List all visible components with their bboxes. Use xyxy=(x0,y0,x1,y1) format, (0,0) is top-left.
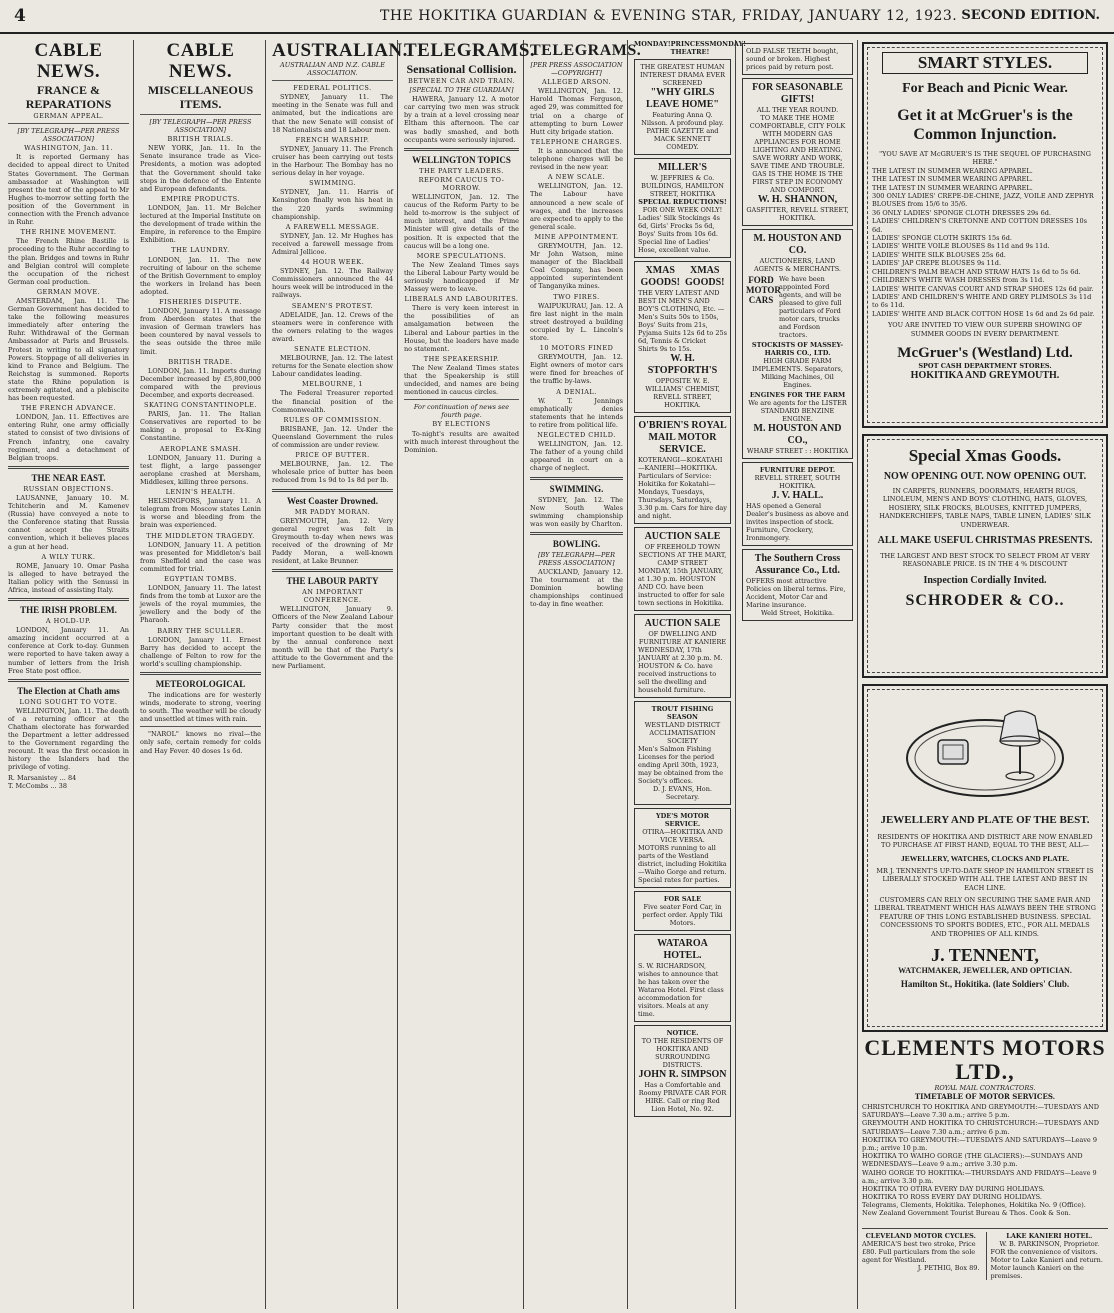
false-teeth-advert xyxy=(742,43,853,75)
trout-fishing-advert xyxy=(634,701,731,805)
advert-text: FOR the convenience of visitors. Motor to Lake Kanieri and return. Motor launch Kanieri on the premises. xyxy=(990,1248,1103,1280)
advert-text: Ladies' Silk Stockings 4s 6d, Girls' Frocks 5s 6d, Boys' Suits from 10s 6d. Special line of Ladies' Hose, excellent value. xyxy=(638,214,720,255)
article-text: WAIPUKURAU, Jan. 12. A fire last night in the main street destroyed a building occupied by L. Lincoln's store. xyxy=(530,301,623,342)
divider xyxy=(8,466,129,469)
article-heading: 44 HOUR WEEK. xyxy=(300,258,365,267)
article-text: LONDON, January 11. An amazing incident occurred at a conference at Cork to-day. Gunmen were reported to have taken away a number of letters from the Irish Free State post office. xyxy=(8,626,129,675)
advert-list-item: 300 ONLY LADIES' CREPE-DE-CHINE, JAZZ, VOILE AND ZEPHYR BLOUSES from 15/6 to 35/6. xyxy=(872,192,1094,209)
tennent-jewellery-advert xyxy=(862,684,1108,1032)
advert-subheading: W. B. PARKINSON, Proprietor. xyxy=(999,1240,1100,1248)
advert-text: RESIDENTS OF HOKITIKA AND DISTRICT ARE NOW ENABLED TO PURCHASE AT FIRST HAND, EQUAL TO THE BEST, ALL— xyxy=(877,833,1093,850)
headline: West Coaster Drowned. xyxy=(287,495,378,506)
advert-heading: O'BRIEN'S ROYAL MAIL MOTOR SERVICE. xyxy=(638,420,727,456)
article-heading: A HOLD-UP. xyxy=(45,617,92,626)
article-heading: FEDERAL POLITICS. xyxy=(293,84,372,93)
timetable-row: HOKITIKA TO OTIRA EVERY DAY DURING HOLIDAYS. xyxy=(862,1185,1045,1194)
divider xyxy=(140,726,261,727)
advert-firm: W. H. STOPFORTH'S xyxy=(647,353,718,377)
headline: TELEGRAMS. xyxy=(530,42,642,59)
advert-text: KOTERANGI—KOKATAHI—KANIERI—HOKITIKA. Particulars of Service: Hokitika for Kokatahi—Mondays, Tuesdays, Thursdays, Saturdays, 3.30 p.m. Cars for hire day and night. xyxy=(638,456,727,521)
headline: THE LABOUR PARTY xyxy=(286,576,379,587)
article-heading: BY ELECTIONS xyxy=(432,420,491,429)
article-text: NEW YORK, Jan. 11. In the Senate insurance trade as Vice-Presidents, a motion was adopted that the Government should take steps in the defence of the Entente and European defendants. xyxy=(140,144,261,193)
advert-list-item: LADIES' WHITE SILK BLOUSES 25s 6d. xyxy=(872,250,1006,259)
article-text: The indications are for westerly winds, moderate to strong, veering to south. The weather will be cloudy and unsettled at times with rain. xyxy=(140,691,261,724)
advert-items-list xyxy=(872,167,1098,318)
article-text: LONDON, January 11. A message from Aberdeen states that the invasion of German trawlers has been countered by naval vessels to the seas outside the three mile limit. xyxy=(140,307,261,356)
advert-subheading: REVELL STREET, SOUTH HOKITIKA. xyxy=(754,474,841,490)
continuation-note: For continuation of news see fourth page. xyxy=(413,403,510,420)
article-heading: A WILY TURK. xyxy=(41,552,96,561)
divider xyxy=(140,672,261,675)
advert-text: WEDNESDAY, 17th JANUARY at 2.30 p.m. M. HOUSTON & Co. have received instructions to sell the dwelling and household furniture. xyxy=(638,646,723,695)
article-text: ROME, January 10. Omar Pasha is alleged to have betrayed the Italian policy with the Senussi in Africa, instead of assisting Italy. xyxy=(8,561,129,594)
divider xyxy=(8,679,129,682)
article-heading: AEROPLANE SMASH. xyxy=(159,444,242,453)
article-heading: SEAMEN'S PROTEST. xyxy=(291,301,374,310)
gas-gifts-advert xyxy=(742,78,853,226)
advert-list-item: THE LATEST IN SUMMER WEARING APPAREL. xyxy=(872,183,1033,192)
advert-headline: SMART STYLES. xyxy=(882,52,1088,74)
advert-signature: Weld Street, Hokitika. xyxy=(760,609,835,617)
column-cable-news-1 xyxy=(4,40,134,1309)
article-heading: LIBERALS AND LABOURITES. xyxy=(404,295,519,304)
advert-signature: D. J. EVANS, Hon. Secretary. xyxy=(653,785,712,802)
advert-firm: McGruer's (Westland) Ltd. xyxy=(897,344,1073,361)
advert-text: OLD FALSE TEETH bought, sound or broken. Highest prices paid by return post. xyxy=(746,47,839,71)
advert-text: THE LARGEST AND BEST STOCK TO SELECT FROM AT VERY REASONABLE PRICE. IS IN THE 4 % DISCOUNT xyxy=(880,552,1090,569)
advert-firm: JOHN R. SIMPSON xyxy=(638,1069,727,1081)
advert-list-item: LADIES' CHILDREN'S CRETONNE AND COTTON DRESSES 10s 6d. xyxy=(872,217,1088,234)
subheadline: MISCELLANEOUS ITEMS. xyxy=(147,83,254,111)
page-number: 4 xyxy=(14,6,26,26)
timetable-list xyxy=(862,1103,1108,1201)
article-text: The New Zealand Times states that the Speakership is still undecided, and names are being mentioned in caucus circles. xyxy=(404,363,519,397)
advert-text: HIGH GRADE FARM IMPLEMENTS. Separators, Milking Machines, Oil Engines. xyxy=(752,357,843,389)
timetable-row: WAIHO GORGE TO HOKITIKA:—THURSDAYS AND FRIDAYS—Leave 9 a.m.; arrive 3.30 p.m. xyxy=(862,1168,1097,1185)
article-text: WELLINGTON, Jan. 12. The Labour have announced a new scale of wages, and the increases are expected to apply to the general scale. xyxy=(530,182,623,231)
advert-list-item: LADIES' AND CHILDREN'S WHITE AND GREY PLIMSOLS 3s 11d to 6s 11d. xyxy=(872,292,1092,310)
theatre-day-right: MONDAY! xyxy=(709,40,746,48)
advert-address: OPPOSITE W. E. WILLIAMS' CHEMIST, REVELL STREET, HOKITIKA. xyxy=(645,377,720,410)
advert-address: HOKITIKA AND GREYMOUTH. xyxy=(910,370,1060,382)
section-label: BETWEEN CAR AND TRAIN. xyxy=(408,77,515,85)
credit-line: [BY TELEGRAPH—PER PRESS ASSOCIATION] xyxy=(149,118,252,135)
advert-text: THE VERY LATEST AND BEST IN MEN'S AND BOY'S CLOTHING, Etc. — Men's Suits 50s to 150s, Boys' Suits from 21s, Pyjama Suits 12s 6d to 25s 6d, Tennis & Cricket Shirts 9s to 15s. xyxy=(638,289,728,354)
advert-firm: M. HOUSTON AND CO. xyxy=(753,233,842,256)
houston-advert xyxy=(742,229,853,459)
article-heading: THE MIDDLETON TRAGEDY. xyxy=(146,531,255,540)
article-text: WELLINGTON, Jan. 11. The death of a returning officer at the Chatham electorate has forwarded the Department a letter addressed to the Government regarding the recount. It was the first occasion in history the Islanders had the privilege of voting. xyxy=(8,706,129,772)
article-text: HAWERA, January 12. A motor car carrying two men was struck by a train at a level crossing near Eltham this afternoon. The car was badly smashed, and both occupants were seriously injured. xyxy=(404,95,519,144)
timetable-row: CHRISTCHURCH TO HOKITIKA AND GREYMOUTH:—TUESDAYS AND SATURDAYS—Leave 7.30 a.m.; arrive 5 p.m. xyxy=(862,1103,1100,1120)
article-heading: BRITISH TRADE. xyxy=(168,357,233,366)
article-heading: MINE APPOINTMENT. xyxy=(534,232,619,241)
advert-lead: "YOU SAVE AT McGRUER'S IS THE SEQUEL OF PURCHASING HERE." xyxy=(879,150,1091,167)
theatre-day-left: MONDAY! xyxy=(634,40,671,48)
column-adverts-1 xyxy=(630,40,746,1309)
column-cable-news-2 xyxy=(136,40,266,1309)
advert-address: WHARF STREET : : HOKITIKA xyxy=(746,447,849,455)
article-heading: THE FRENCH ADVANCE. xyxy=(20,404,117,413)
advert-text: HAS opened a General Dealer's business as above and invites inspection of stock. Furniture, Crockery, Ironmongery. xyxy=(746,502,849,542)
article-text: The New Zealand Times says the Liberal Labour Party would be seriously handicapped if Mr Massey were to leave. xyxy=(404,260,519,294)
advert-subheading: ALL THE YEAR ROUND. xyxy=(756,106,839,114)
advert-heading: AUCTION SALE xyxy=(644,531,721,543)
advert-subheadline: TIMETABLE OF MOTOR SERVICES. xyxy=(914,1092,1056,1101)
advert-text: OFFERS most attractive Policies on liberal terms. Fire, Accident, Motor Car and Marine insurance. xyxy=(746,577,846,609)
advert-address: Hamilton St., Hokitika. (late Soldiers' Club. xyxy=(900,979,1070,990)
advert-address: GASFITTER, REVELL STREET, HOKITIKA. xyxy=(746,206,849,222)
advert-list-item: LADIES' WHITE CANVAS COURT AND STRAP SHOES 12s 6d pair. xyxy=(872,284,1094,293)
motor-service-advert xyxy=(634,416,731,524)
article-heading: GERMAN MOVE. xyxy=(36,287,101,296)
advert-heading: FOR SALE xyxy=(663,895,702,904)
advert-subheading: AUCTIONEERS, LAND AGENTS & MERCHANTS. xyxy=(754,257,841,273)
headline: THE NEAR EAST. xyxy=(31,472,106,483)
advert-text: We are agents for the LISTER STANDARD BENZINE ENGINE. xyxy=(748,399,847,423)
article-text: MELBOURNE, Jan. 12. The latest returns for the Senate election show Labour candidates leading. xyxy=(272,354,393,379)
bracelet-illustration-icon xyxy=(900,696,1070,806)
advert-firm: MILLER'S xyxy=(658,162,707,174)
advert-list-item: LADIES' WHITE AND BLACK COTTON HOSE 1s 6d and 2s 6d pair. xyxy=(872,309,1095,318)
yde-motor-advert xyxy=(634,808,731,888)
subheadline: FRANCE & REPARATIONS xyxy=(25,83,112,111)
divider xyxy=(8,598,129,601)
ford-text: We have been appointed Ford agents, and will be pleased to give full particulars of Ford motor cars, trucks and Fordson tractors. xyxy=(779,275,842,339)
advert-text: "NAROL" knows no rival—the only safe, certain remedy for colds and Hay Fever. 40 doses 1s 6d. xyxy=(140,730,261,755)
advert-text: IN CARPETS, RUNNERS, DOORMATS, HEARTH RUGS, LINOLEUM, MEN'S AND BOYS' CLOTHING, HATS, GLOVES, HOSIERY, SILK FROCKS, BLOUSES, KNITTED JUMPERS, HANDKERCHIEFS, TABLE NAPS, TABLE LINEN, LADIES' SILK UNDERWEAR. xyxy=(879,487,1091,529)
article-text: LONDON, January 11. Ernest Barry has decided to accept the challenge of Felton to row for the world's sculling championship. xyxy=(140,635,261,668)
film-title: "WHY GIRLS LEAVE HOME" xyxy=(646,87,719,111)
advert-subheading: FOR ONE WEEK ONLY! xyxy=(642,206,723,215)
article-text: The French Rhine Bastille is proceeding to the Ruhr according to the plan. Bridges and towns in Ruhr and Belgian control will complete the occupation of the richest German coal production. xyxy=(8,237,129,286)
schroder-advert xyxy=(862,434,1108,678)
article-heading: THE PARTY LEADERS. xyxy=(419,166,504,175)
headline: WELLINGTON TOPICS xyxy=(412,154,511,165)
article-text: ADELAIDE, Jan. 12. Crews of the steamers were in conference with the owners relating to the wages award. xyxy=(272,310,393,343)
headline: CABLE NEWS. xyxy=(166,40,235,82)
article-text: WELLINGTON, January 9. Officers of the New Zealand Labour Party consider that the most important question to be dealt with by the annual conference next month will be that of the Party's attitude to the Government and the new Parliament. xyxy=(272,605,393,670)
article-heading: THE SPEAKERSHIP. xyxy=(423,354,500,363)
xmas-goods-advert xyxy=(634,261,731,413)
mcgruers-advert xyxy=(862,42,1108,428)
advert-subheading: SPECIAL REDUCTIONS! xyxy=(638,198,727,207)
advert-text: Men's Salmon Fishing Licenses for the period ending April 30th, 1923, may be obtained from the Society's offices. xyxy=(638,745,724,786)
bottom-adverts xyxy=(862,1228,1108,1280)
advert-firm: SCHRODER & CO.. xyxy=(905,591,1065,609)
advert-heading: FURNITURE DEPOT. xyxy=(759,466,836,474)
advert-subheading: OF FREEHOLD TOWN SECTIONS AT THE MART, CAMP STREET xyxy=(638,543,727,568)
article-heading: BRITISH TRIALS. xyxy=(167,135,234,144)
advert-subheadline: For Beach and Picnic Wear. xyxy=(902,81,1068,96)
newspaper-title: THE HOKITIKA GUARDIAN & EVENING STAR, FRIDAY, JANUARY 12, 1923. xyxy=(380,8,958,24)
article-heading: SENATE ELECTION. xyxy=(294,345,371,353)
article-heading: REFORM CAUCUS TO-MORROW. xyxy=(418,175,505,192)
advert-text: AMERICA'S best two stroke, Price £80. Full particulars from the sole agent for Westland. xyxy=(862,1240,976,1264)
advert-heading: LAKE KANIERI HOTEL. xyxy=(1006,1232,1093,1240)
headline: CABLE NEWS. xyxy=(34,40,103,82)
advert-text: TO MAKE THE HOME COMFORTABLE, CITY FOLK WITH MODERN GAS APPLIANCES FOR HOME LIGHTING AND HEATING. SAVE WORRY AND WORK, SAVE TIME AND TROUBLE. xyxy=(749,114,846,170)
advert-text: CUSTOMERS CAN RELY ON SECURING THE SAME FAIR AND LIBERAL TREATMENT WHICH HAS ALWAYS BEEN THE STRONG FEATURE OF THIS LONG ESTABLISHED BUSINESS. SPECIAL CONCESSIONS TO SPORTS BODIES, ETC., FOR ALL MEDALS AND TROPHIES OF ALL KINDS. xyxy=(874,896,1096,938)
masthead xyxy=(0,0,1114,34)
article-text: SYDNEY, Jan. 12. The Railway Commissioners announced the 44 hours week will be introduced in the railways. xyxy=(272,267,393,300)
credit-line: [BY TELEGRAPH—PER PRESS ASSOCIATION] xyxy=(17,127,120,144)
xmas-heading-left: XMAS GOODS! xyxy=(640,265,680,289)
timetable-row: HOKITIKA TO WAIHO GORGE (THE GLACIERS):—SUNDAYS AND WEDNESDAYS—Leave 9 a.m.; arrive 3.30 p.m. xyxy=(862,1152,1083,1169)
subheadline: Sensational Collision. xyxy=(406,62,517,76)
advert-text: Five seater Ford Car, in perfect order. Apply Tiki Motors. xyxy=(642,903,723,928)
article-text: BRISBANE, Jan. 12. Under the Queensland Government the rules of commission are under review. xyxy=(272,424,393,450)
article-text: LONDON, Jan. 11. Imports during December increased by £5,800,000 compared with the previous December, and exports decreased. xyxy=(140,366,261,399)
article-text: To-night's results are awaited with much interest throughout the Dominion. xyxy=(404,429,519,454)
timetable-row: HOKITIKA TO GREYMOUTH:—TUESDAYS AND SATURDAYS—Leave 9 p.m.; arrive 10 p.m. xyxy=(862,1135,1097,1153)
divider xyxy=(272,80,393,81)
edition-label: SECOND EDITION. xyxy=(961,8,1100,23)
credit-line: [SPECIAL TO THE GUARDIAN] xyxy=(409,86,514,95)
car-for-sale-advert xyxy=(634,891,731,931)
advert-text: S. W. RICHARDSON, wishes to announce that he has taken over the Wataroa Hotel. First class accommodation for visitors. Meals at any time. xyxy=(638,962,724,1019)
cleveland-advert xyxy=(862,1232,980,1280)
article-text: WELLINGTON, Jan. 12. The caucus of the Reform Party to be held to-morrow is the subject of much interest, and the Prime Minister will give details of the position. It is expected that the caucus will be a long one. xyxy=(404,193,519,250)
credit-line: [BY TELEGRAPH—PER PRESS ASSOCIATION] xyxy=(537,550,616,567)
divider xyxy=(8,123,129,124)
advert-firm: W. H. SHANNON, xyxy=(757,194,838,205)
column-australian xyxy=(268,40,408,1309)
advert-invite: Inspection Cordially Invited. xyxy=(923,574,1047,586)
article-heading: SWIMMING. xyxy=(309,179,356,188)
advert-list-item: THE LATEST IN SUMMER WEARING APPAREL. xyxy=(872,175,1033,184)
column-adverts-2 xyxy=(738,40,858,1309)
advert-subheadline: ROYAL MAIL CONTRACTORS. xyxy=(934,1084,1036,1092)
advert-firm: J. TENNENT, xyxy=(931,945,1039,966)
theatre-name: PRINCESS THEATRE! xyxy=(670,40,710,57)
advert-text: GAS IS THE HOME IS THE FIRST STEP IN ECONOMY AND COMFORT. xyxy=(752,170,843,194)
credit-line: AUSTRALIAN AND N.Z. CABLE ASSOCIATION. xyxy=(280,61,385,78)
article-heading: MORE SPECULATIONS. xyxy=(416,251,507,260)
article-heading: PRICE OF BUTTER. xyxy=(295,451,370,460)
article-heading: A NEW SCALE. xyxy=(547,173,606,182)
article-text: There is very keen interest in the possibilities of an amalgamation between the Liberal and Labour parties in the House, but the leaders have made no statement. xyxy=(404,304,519,353)
article-heading: MELBOURNE, 1 xyxy=(301,380,363,389)
article-heading: 10 MOTORS FINED xyxy=(539,344,614,353)
advert-list-item: LADIES' SPONGE CLOTH SKIRTS 15s 6d. xyxy=(872,234,1012,243)
auction-sale-advert-2 xyxy=(634,614,731,698)
headline: AUSTRALIAN. xyxy=(272,40,408,61)
advert-heading: FOR SEASONABLE GIFTS! xyxy=(752,82,843,105)
auction-sale-advert xyxy=(634,527,731,611)
divider xyxy=(404,148,519,151)
article-text: LONDON, Jan. 11. Effectives are entering Ruhr, one army officially stated to consist of two divisions of French infantry, one cavalry regiment, and a detachment of Belgian troops. xyxy=(8,413,129,462)
advert-list-item: THE LATEST IN SUMMER WEARING APPAREL. xyxy=(872,166,1033,175)
divider xyxy=(272,489,393,492)
advert-heading: CLEVELAND MOTOR CYCLES. xyxy=(865,1232,976,1240)
article-text: WELLINGTON, Jan. 12. Harold Thomas Ferguson, aged 29, was committed for trial on a charge of attempting to burn Lower Hutt city brigade station. xyxy=(530,87,623,136)
timetable-row: HOKITIKA TO ROSS EVERY DAY DURING HOLIDAYS. xyxy=(862,1193,1042,1202)
article-text: MELBOURNE, Jan. 12. The wholesale price of butter has been reduced from 1s 9d to 1s 8d per lb. xyxy=(272,460,393,485)
advert-subheading: ENGINES FOR THE FARM xyxy=(749,391,846,399)
xmas-heading-right: XMAS GOODS! xyxy=(685,265,725,289)
ford-heading: FORD MOTOR CARS xyxy=(746,275,781,305)
advert-headline: CLEMENTS MOTORS LTD., xyxy=(864,1035,1106,1084)
article-heading: EMPIRE PRODUCTS. xyxy=(161,194,240,203)
article-text: PARIS, Jan. 11. The Italian Conservatives are reported to be making a proposal to Ex-King Constantine. xyxy=(140,410,261,443)
article-heading: THE RHINE MOVEMENT. xyxy=(20,228,117,237)
advert-heading: TROUT FISHING SEASON xyxy=(651,705,714,722)
article-heading: A FAREWELL MESSAGE. xyxy=(285,222,380,231)
article-text: W. T. Jennings emphatically denies statements that he intends to retire from political life. xyxy=(530,396,623,429)
advert-subheading: STOCKISTS OF MASSEY-HARRIS CO., LTD. xyxy=(751,341,844,357)
advert-list-item: LADIES' WHITE VOILE BLOUSES 8s 11d and 9s 11d. xyxy=(872,242,1050,251)
article-text: SYDNEY, January 11. The French cruiser has been carrying out tests in the Harbour. The Bombay has no serious delay in her voyage. xyxy=(272,144,393,178)
article-heading: THE LAUNDRY. xyxy=(171,246,230,255)
divider xyxy=(530,477,623,480)
advert-list-item: 36 ONLY LADIES' SPONGE CLOTH DRESSES 29s 6d. xyxy=(872,208,1051,217)
southern-cross-advert xyxy=(742,549,853,621)
wataroa-hotel-advert xyxy=(634,934,731,1022)
article-text: HELSINGFORS, January 11. A telegram from Moscow states Lenin is worse and bleeding from the brain was experienced. xyxy=(140,497,261,530)
credit-line: [PER PRESS ASSOCIATION—COPYRIGHT] xyxy=(530,61,623,78)
advert-subheading: TO THE RESIDENTS OF HOKITIKA AND SURROUNDING DISTRICTS. xyxy=(641,1037,724,1070)
jeffries-advert xyxy=(634,158,731,258)
advert-text: MR J. TENNENT'S UP-TO-DATE SHOP IN HAMILTON STREET IS LIBERALLY STOCKED WITH ALL THE LATEST AND BEST IN EACH LINE. xyxy=(876,866,1094,892)
divider xyxy=(404,399,519,400)
advert-subheadline: ALL MAKE USEFUL CHRISTMAS PRESENTS. xyxy=(877,535,1093,547)
theatre-banner xyxy=(634,40,746,57)
advert-text: MOTORS running to all parts of the Westland district, including Hokitika—Waiho Gorge and return. Special rates for parties. xyxy=(638,844,727,885)
article-text: SYDNEY, Jan. 12. Mr Hughes has received a farewell message from Admiral Jellicoe. xyxy=(272,231,393,256)
article-text: WELLINGTON, Jan. 12. The father of a young child appeared in court on a charge of neglect. xyxy=(530,440,623,473)
advert-slogan: Get it at McGruer's is the Common Injunction. xyxy=(897,107,1073,143)
article-heading: BARRY THE SCULLER. xyxy=(157,626,244,635)
article-text: SYDNEY, January 11. The meeting in the Senate was full and animated, but the indications are that the new Senate will consist of 18 Nationalists and 18 Labour men. xyxy=(272,93,393,134)
article-text: SYDNEY, Jan. 12. The New South Wales swimming championship was won easily by Charlton. xyxy=(530,495,623,528)
article-text: LONDON, January 11. A petition was presented for Middleton's bail from Sheffield and the case was committed for trial. xyxy=(140,540,261,573)
article-text: The Federal Treasurer reported the financial position of the Commonwealth. xyxy=(272,389,393,414)
article-text: GREYMOUTH, Jan. 12. Eight owners of motor cars were fined for breaches of the traffic by-laws. xyxy=(530,353,623,386)
column-telegrams-2 xyxy=(526,40,642,1309)
article-text: It is announced that the telephone charges will be revised in the new year. xyxy=(530,146,623,172)
section-label: GERMAN APPEAL. xyxy=(33,112,104,120)
simpson-notice-advert xyxy=(634,1025,731,1117)
column-telegrams-1 xyxy=(400,40,536,1309)
tally-line: T. McCombs ... 38 xyxy=(8,781,67,790)
headline: THE IRISH PROBLEM. xyxy=(20,605,117,616)
advert-heading: AUCTION SALE xyxy=(644,618,721,630)
article-text: AUCKLAND, January 12. The tournament at the Dominion bowling championships continued to-day in fine weather. xyxy=(530,568,623,609)
divider xyxy=(530,532,623,535)
advert-line: JEWELLERY, WATCHES, CLOCKS AND PLATE. xyxy=(900,853,1070,863)
divider xyxy=(272,569,393,572)
article-heading: RUSSIAN OBJECTIONS. xyxy=(23,484,114,493)
article-heading: AN IMPORTANT CONFERENCE. xyxy=(302,588,363,605)
theatre-advert xyxy=(634,59,731,155)
headline: SWIMMING. xyxy=(549,483,604,494)
advert-invite: YOU ARE INVITED TO VIEW OUR SUPERB SHOWING OF SUMMER GOODS IN EVERY DEPARTMENT. xyxy=(888,321,1082,338)
article-heading: LONG SOUGHT TO VOTE. xyxy=(19,697,118,706)
furniture-depot-advert xyxy=(742,462,853,546)
advert-subheading: WESTLAND DISTRICT ACCLIMATISATION SOCIETY xyxy=(644,721,721,746)
article-heading: RULES OF COMMISSION. xyxy=(283,415,382,424)
lake-kanieri-advert xyxy=(986,1232,1109,1280)
article-heading: FRENCH WARSHIP. xyxy=(295,135,370,144)
article-heading: LENIN'S HEALTH. xyxy=(165,488,236,497)
article-heading: EGYPTIAN TOMBS. xyxy=(164,574,237,583)
article-heading: TELEPHONE CHARGES. xyxy=(530,137,623,146)
advert-firm-sub: SPOT CASH DEPARTMENT STORES. xyxy=(918,361,1052,370)
article-text: LAUSANNE, January 10. M. Tchitcherin and M. Kamenev (Russia) have conveyed a note to the Conference stating that Russia cannot accept the Straits convention, which it believes places a gun at her head. xyxy=(8,493,129,551)
article-text: SYDNEY, Jan. 11. Harris of Kensington finally won his heat in the 220 yards swimming championship. xyxy=(272,188,393,221)
advert-heading: WATAROA HOTEL. xyxy=(657,938,708,962)
advert-headline: Special Xmas Goods. xyxy=(908,446,1062,465)
dateline: WASHINGTON, Jan. 11. xyxy=(24,144,113,153)
theatre-heading: THE GREATEST HUMAN INTEREST DRAMA EVER SCREENED xyxy=(639,63,726,88)
advert-heading: YDE'S MOTOR SERVICE. xyxy=(656,812,709,829)
advert-list-item: CHILDREN'S PALM BEACH AND STRAW HATS 1s 6d to 5s 6d. xyxy=(872,267,1081,276)
advert-list-item: LADIES' JAP CREPE BLOUSES 9s 11d. xyxy=(872,259,1002,268)
advert-contact: Telegrams, Clements, Hokitika. Telephones, Hokitika No. 9 (Office). xyxy=(862,1201,1086,1210)
advert-signature: J. PETHIG, Box 89. xyxy=(917,1264,980,1272)
article-text: LONDON, Jan. 11. The new recruiting of labour on the scheme of the British Government to employ the workers in Ireland has been adopted. xyxy=(140,255,261,296)
advert-text: Has a Comfortable and Roomy PRIVATE CAR FOR HIRE. Call or ring Red Lion Hotel, No. 92. xyxy=(638,1081,727,1114)
advert-firm-sub: WATCHMAKER, JEWELLER, AND OPTICIAN. xyxy=(898,966,1072,976)
advert-text: MONDAY, 15th JANUARY, at 1.30 p.m. HOUSTON AND CO. have been instructed to offer for sale town sections in Hokitika. xyxy=(638,567,725,608)
clements-motors-advert xyxy=(862,1036,1108,1217)
tally-line: R. Marsanistey ... 84 xyxy=(8,773,77,782)
article-heading: A DENIAL. xyxy=(556,387,597,396)
article-text: LONDON, January 11. During a test flight, a large passenger aeroplane crashed at Mersham, Middlesex, killing three persons. xyxy=(140,453,261,486)
article-heading: FISHERIES DISPUTE. xyxy=(159,297,242,306)
advert-subheading: OF DWELLING AND FURNITURE AT KANIERE xyxy=(638,630,727,647)
headline: BOWLING. xyxy=(552,538,601,549)
advert-headline: JEWELLERY AND PLATE OF THE BEST. xyxy=(880,814,1090,826)
headline: TELEGRAMS. xyxy=(404,40,536,61)
advert-list-item: CHILDREN'S WHITE WASH DRESSES from 3s 11d. xyxy=(872,276,1045,285)
article-heading: TWO FIRES. xyxy=(553,292,600,301)
article-heading: SKATING CONSTANTINOPLE. xyxy=(144,401,257,410)
article-heading: MR PADDY MORAN. xyxy=(294,507,371,516)
article-text: GREYMOUTH, Jan. 12. Mr John Watson, mine manager of the Blackball Coal Company, has been appointed superintendent of Tanganyika mines. xyxy=(530,241,623,291)
advert-heading: NOTICE. xyxy=(666,1029,699,1038)
article-heading: NEGLECTED CHILD. xyxy=(537,431,616,440)
headline: METEOROLOGICAL xyxy=(155,679,246,689)
advert-heading: W. JEFFRIES & Co. BUILDINGS, HAMILTON STREET, HOKITIKA xyxy=(641,174,724,199)
theatre-text: Featuring Anna Q. Nilsson. A profound play. PATHE GAZETTE and MACK SENNETT COMEDY. xyxy=(641,111,724,152)
advert-agents: New Zealand Government Tourist Bureau & Thos. Cook & Son. xyxy=(862,1209,1071,1218)
article-text: LONDON, January 11. The latest finds from the tomb at Luxor are the jewels of the royal mummies, the jewellery and the body of the Pharaoh. xyxy=(140,584,261,625)
advert-firm: J. V. HALL. xyxy=(771,490,824,501)
advert-subheading: OTIRA—HOKITIKA AND VICE VERSA. xyxy=(642,828,723,845)
article-text: LONDON, Jan. 11. Mr Belcher lectured at the Imperial Institute on the development of trade within the Empire, in reference to the Empire Exhibition. xyxy=(140,203,261,245)
advert-heading: The Southern Cross Assurance Co., Ltd. xyxy=(754,553,841,576)
article-text: AMSTERDAM, Jan. 11. The German Government has decided to take the following measures immediately after entering the Ruhr. Withdrawal of the German Ambassador at Paris and Brussels. Protest in writing to all signatory Powers. Stoppage of all deliveries in kind to France and Belgium. The Reichstag is summoned. Reports state the Rhine population is extremely agitated, and a plebiscite has been requested. xyxy=(8,296,129,403)
timetable-row: GREYMOUTH AND HOKITIKA TO CHRISTCHURCH:—TUESDAYS AND SATURDAYS—Leave 7.30 a.m.; arrive 6 p.m. xyxy=(862,1119,1100,1136)
article-text: GREYMOUTH, Jan. 12. Very general regret was felt in Greymouth to-day when news was received of the drowning of Mr Paddy Moran, a well-known resident, at Lake Brunner. xyxy=(272,516,393,566)
advert-firm: M. HOUSTON AND CO., xyxy=(753,423,842,446)
article-text: It is reported Germany has decided to appeal direct to United States Government. The German ambassador at Washington will present the text of the appeal to Mr Hughes to-morrow setting forth the position of the Government in connection with the French advance in Ruhr. xyxy=(8,153,129,227)
advert-subheadline: NOW OPENING OUT. NOW OPENING OUT. xyxy=(883,471,1087,482)
divider xyxy=(140,114,261,115)
headline: The Election at Chath ams xyxy=(17,685,120,696)
article-heading: ALLEGED ARSON. xyxy=(542,78,611,87)
